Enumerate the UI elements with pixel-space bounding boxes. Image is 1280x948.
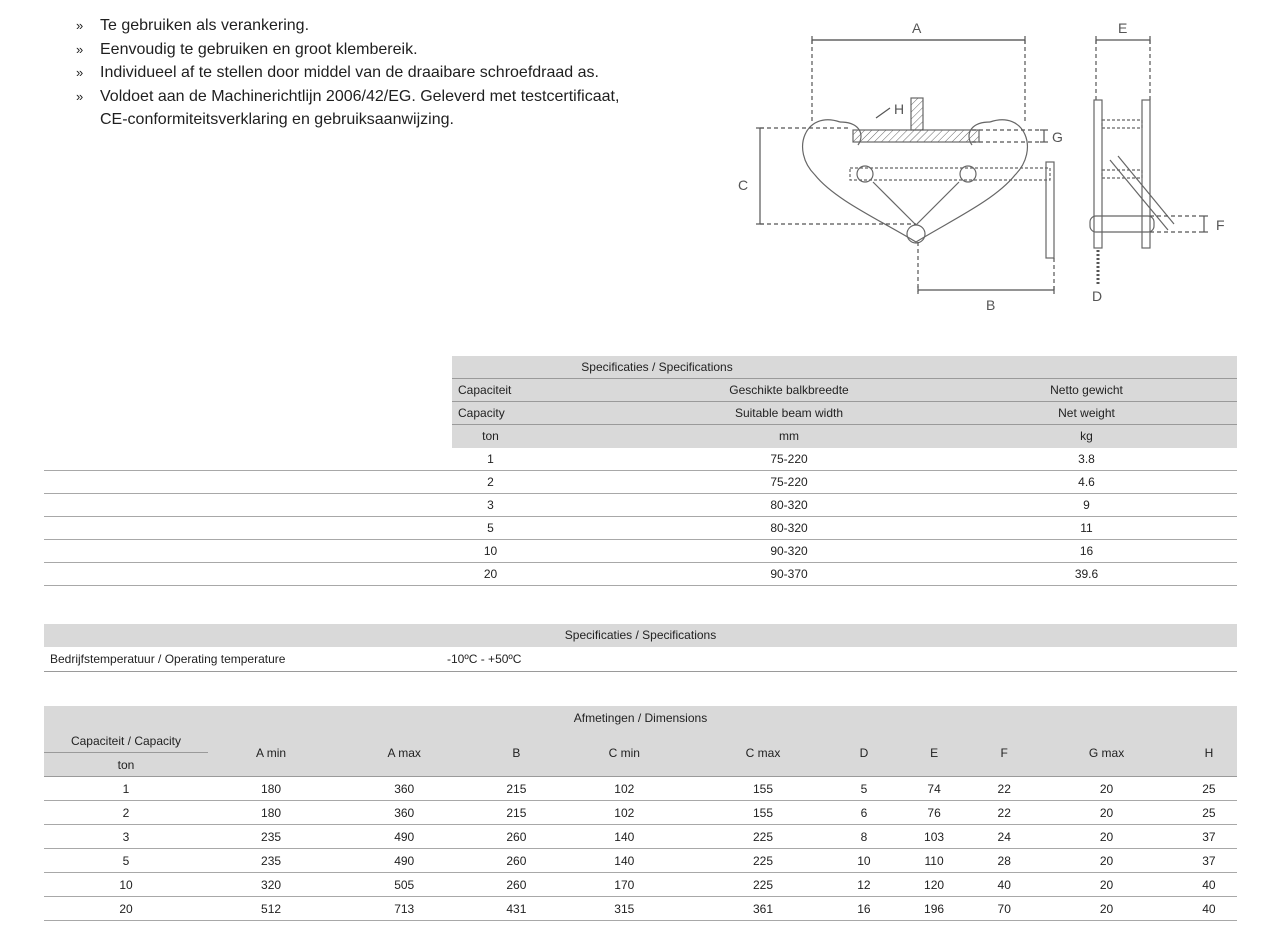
header-f: F [976,729,1032,777]
spec-header-row [44,402,1237,425]
header-beam-width-en: Suitable beam width [734,406,844,420]
table-row: 1 75-220 3.8 [44,448,1237,471]
header-g-max: G max [1032,729,1181,777]
table-row: 5 235 490 260 140 225 10 110 28 20 37 [44,849,1237,873]
table-row: 10 90-320 16 [44,540,1237,563]
feature-item: » Te gebruiken als verankering. [76,17,310,34]
label-f: F [1216,217,1225,233]
table-row: 3 80-320 9 [44,494,1237,517]
header-e: E [892,729,976,777]
header-weight-nl: Netto gewicht [1050,383,1123,397]
feature-list [76,14,716,132]
unit-weight: kg [1080,429,1093,443]
label-h: H [894,101,905,117]
dimensions-table [44,706,1237,921]
header-capacity-unit: ton [44,753,208,777]
header-capacity-en: Capacity [458,406,505,420]
header-capacity: Capaciteit / Capacity [44,729,208,753]
temperature-table [44,624,1237,672]
label-b: B [986,297,996,313]
label-d: D [1092,288,1103,304]
label-g: G [1052,129,1063,145]
label-c: C [738,177,749,193]
table-row: 20 512 713 431 315 361 16 196 70 20 40 [44,897,1237,921]
header-c-min: C min [558,729,690,777]
temperature-table-title: Specificaties / Specifications [44,624,1237,647]
feature-item: » Eenvoudig te gebruiken en groot klembereik. [76,40,418,58]
table-row: 2 180 360 215 102 155 6 76 22 20 25 [44,801,1237,825]
spec-table-title-row [44,356,1237,379]
table-row: 5 80-320 11 [44,517,1237,540]
spec-table-title: Specificaties / Specifications [581,360,733,374]
header-capacity-nl: Capaciteit [458,383,512,397]
beam-clamp-diagram [730,10,1250,320]
header-b: B [474,729,558,777]
table-row: 1 180 360 215 102 155 5 74 22 20 25 [44,777,1237,801]
header-a-min: A min [208,729,334,777]
header-a-max: A max [334,729,474,777]
dimensions-table-title: Afmetingen / Dimensions [44,706,1237,729]
spec-table [44,356,1237,586]
header-h: H [1181,729,1237,777]
unit-capacity: ton [482,429,499,443]
header-c-max: C max [690,729,836,777]
feature-item-continued: CE-conformiteitsverklaring en gebruiksaanwijzing. [100,111,454,128]
temperature-value: -10ºC - +50ºC [447,652,522,666]
header-weight-en: Net weight [1058,406,1115,420]
table-row: 3 235 490 260 140 225 8 103 24 20 37 [44,825,1237,849]
temperature-label: Bedrijfstemperatuur / Operating temperature [50,652,286,666]
table-row: 10 320 505 260 170 225 12 120 40 20 40 [44,873,1237,897]
temperature-row [44,647,1237,672]
table-row: 2 75-220 4.6 [44,471,1237,494]
header-d: D [836,729,892,777]
unit-beam-width: mm [779,429,799,443]
table-row: 20 90-370 39.6 [44,563,1237,586]
spec-header-row [44,379,1237,402]
spec-unit-row [44,425,1237,448]
feature-item: » Voldoet aan de Machinerichtlijn 2006/42/EG. Geleverd met testcertificaat, [76,87,620,105]
feature-item: » Individueel af te stellen door middel van de draaibare schroefdraad as. [76,64,599,81]
label-e: E [1118,20,1128,36]
header-beam-width-nl: Geschikte balkbreedte [729,383,849,397]
label-a: A [912,20,922,36]
